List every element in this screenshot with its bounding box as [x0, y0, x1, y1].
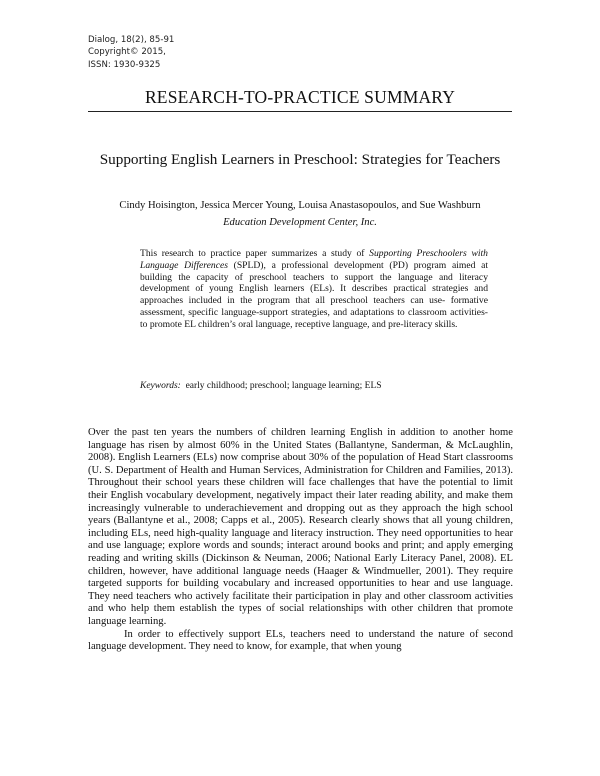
section-title: RESEARCH-TO-PRACTICE SUMMARY: [144, 87, 456, 107]
body-text: [88, 427, 513, 654]
keywords-label: Keywords:: [140, 381, 181, 391]
keywords-text: early childhood; preschool; language learning; ELS: [185, 381, 382, 391]
body-paragraph-1: Over the past ten years the numbers of children learning English in addition to another home language has risen by almost 60% in the United States (Ballantyne, Sanderman, & McLaughlin, 2008). English Learners (ELs) now comprise about 30% of the population of Head Start classrooms (U. S. Department of Health and Human Services, Administration for Children and Families, 2013). Throughout their school years these children will face challenges that have the potential to limit their English vocabulary development, negatively impact their later reading ability, and make them increasingly vulnerable to underachievement and dropping out as they approach the high school years (Ballantyne et al., 2008; Capps et al., 2005). Research clearly shows that all young children, including ELs, need high-quality language and literacy instruction. They need opportunities to hear and use language; explore words and sounds; interact around books and print; and apply emerging reading and writing skills (Dickinson & Neuman, 2006; National Early Literacy Panel, 2008). EL children, however, have additional language needs (Haager & Windmueller, 2001). They require targeted supports for building vocabulary and increased opportunities to hear and use language. They need teachers who actively facilitate their participation in play and other classroom activities and who help them establish the types of social relationships with other children that promote language learning.: [88, 427, 513, 627]
abstract-text-1: This research to practice paper summarizes a study of: [140, 248, 370, 259]
journal-meta: [88, 34, 174, 71]
journal-citation: Dialog, 18(2), 85-91: [88, 35, 175, 45]
journal-issn: ISSN: 1930-9325: [88, 59, 161, 70]
keywords: [140, 381, 382, 391]
abstract: [140, 248, 488, 331]
abstract-text-2: (SPLD), a professional development (PD) program aimed at building the capacity of preschool teachers to support the language and literacy development of young English learners (ELs). It describes practical strategies and approaches included in the program that all preschool teachers can use- formative assessment, specific language-support strategies, and adaptations to classroom activities- to promote EL children’s oral language, receptive language, and pre-literacy skills.: [140, 259, 489, 330]
journal-copyright: Copyright© 2015,: [88, 47, 166, 58]
article-authors: Cindy Hoisington, Jessica Mercer Young, Louisa Anastasopoulos, and Sue Washburn: [119, 200, 481, 211]
body-paragraph-2: In order to effectively support ELs, teachers need to understand the nature of second language development. They need to know, for example, that when young: [88, 628, 513, 653]
header-divider: [88, 111, 512, 112]
article-title: Supporting English Learners in Preschool: Strategies for Teachers: [99, 151, 501, 168]
article-affiliation: Education Development Center, Inc.: [223, 217, 377, 228]
abstract-program-name: Supporting Preschoolers with Language Differences: [140, 248, 488, 271]
